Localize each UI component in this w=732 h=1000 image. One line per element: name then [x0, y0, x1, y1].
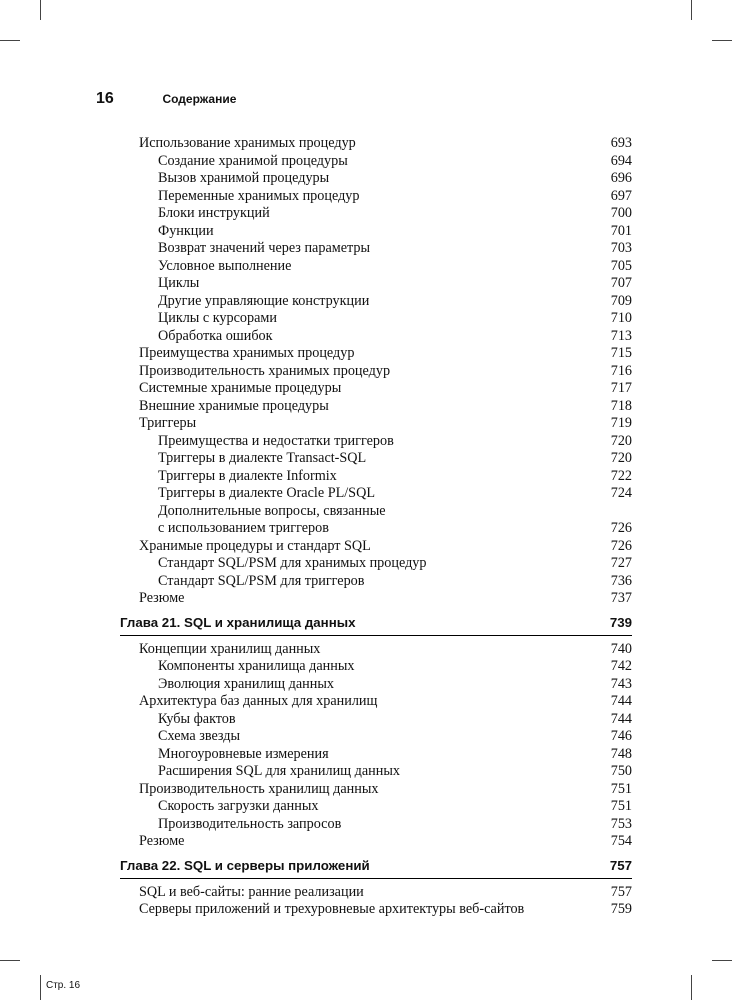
toc-entry-title: Внешние хранимые процедуры [139, 397, 329, 414]
toc-entry [0, 433, 732, 451]
toc-entry-title: Дополнительные вопросы, связанные [158, 502, 386, 519]
toc-entry-page: 709 [610, 292, 632, 309]
toc-entry-page: 713 [610, 327, 632, 344]
toc-entry [0, 711, 732, 729]
page-header [96, 90, 236, 108]
toc-entry-page: 759 [610, 901, 632, 917]
toc-entry-title: Эволюция хранилищ данных [158, 675, 334, 692]
toc-entry-page: 715 [610, 345, 632, 361]
toc-entry [0, 485, 732, 503]
toc-entry [0, 763, 732, 781]
toc-entry-page: 757 [610, 883, 632, 900]
toc-entry-title: Вызов хранимой процедуры [158, 170, 330, 186]
toc-entry-title: Циклы с курсорами [158, 310, 277, 326]
toc-entry-title: Создание хранимой процедуры [158, 152, 348, 169]
toc-entry-title: Блоки инструкций [158, 205, 270, 221]
toc-entry [0, 658, 732, 676]
toc-entry [0, 816, 732, 834]
toc-entry-page: 718 [610, 397, 632, 414]
toc-entry [0, 240, 732, 258]
toc-entry [0, 503, 732, 521]
toc-entry-title: Преимущества хранимых процедур [139, 345, 355, 361]
toc-entry-title: Циклы [158, 275, 200, 291]
toc-entry-page: 746 [610, 728, 632, 744]
toc-entry-page: 727 [610, 555, 632, 571]
toc-entry-title: Резюме [139, 590, 185, 606]
toc-entry-title: Другие управляющие конструкции [158, 292, 370, 309]
crop-mark [40, 0, 41, 20]
toc-entry-page: 724 [610, 485, 632, 501]
toc-entry-title: Триггеры [139, 415, 197, 431]
toc-entry-page: 701 [610, 222, 632, 239]
toc-entry-page: 750 [610, 763, 632, 779]
toc-entry-page: 719 [610, 415, 632, 431]
toc-entry-page: 707 [610, 275, 632, 291]
page-number: 16 [96, 90, 114, 107]
toc-entry-page: 736 [610, 572, 632, 589]
toc-entry [0, 450, 732, 468]
toc-entry-title: Серверы приложений и трехуровневые архитектуры веб-сайтов [139, 901, 525, 917]
toc-entry-title: Хранимые процедуры и стандарт SQL [139, 537, 371, 554]
toc-entry-page: 744 [610, 693, 632, 709]
toc-entry [0, 798, 732, 816]
crop-mark [691, 0, 692, 20]
crop-mark [712, 960, 732, 961]
crop-mark [0, 960, 20, 961]
toc-entry-title: с использованием триггеров [158, 520, 329, 536]
toc-entry-page: 753 [610, 815, 632, 832]
toc-entry [0, 468, 732, 486]
toc-chapter-entry [120, 854, 632, 879]
toc-entry-title: Многоуровневые измерения [158, 745, 329, 762]
toc-entry [0, 573, 732, 591]
toc-entry-title: Условное выполнение [158, 257, 292, 274]
toc-entry [0, 293, 732, 311]
toc-entry-page: 720 [610, 450, 632, 466]
toc-entry [0, 170, 732, 188]
toc-entry-title: Архитектура баз данных для хранилищ [139, 693, 378, 709]
toc-entry [0, 590, 732, 608]
toc-entry [0, 398, 732, 416]
toc-entry-page: 737 [610, 590, 632, 606]
toc-entry [0, 153, 732, 171]
toc-entry [0, 555, 732, 573]
toc-entry-title: Схема звезды [158, 728, 241, 744]
toc-entry-title: Скорость загрузки данных [158, 798, 319, 814]
toc-entry [0, 884, 732, 902]
toc-entry-page: 754 [610, 833, 632, 849]
toc-entry [0, 781, 732, 799]
toc-entry-page: 694 [610, 152, 632, 169]
toc-entry [0, 901, 732, 919]
toc-entry-page: 748 [610, 745, 632, 762]
toc-entry [0, 345, 732, 363]
toc-entry-page: 693 [610, 135, 632, 151]
running-title: Содержание [162, 92, 237, 106]
toc-entry-title: Использование хранимых процедур [139, 135, 356, 151]
toc-entry [0, 676, 732, 694]
toc-entry-title: SQL и веб-сайты: ранние реализации [139, 883, 364, 900]
toc-entry [0, 135, 732, 153]
toc-entry [0, 328, 732, 346]
toc-entry-title: Преимущества и недостатки триггеров [158, 432, 394, 449]
toc-entry [0, 693, 732, 711]
toc-entry-title: Расширения SQL для хранилищ данных [158, 763, 400, 779]
toc-entry-page: 703 [610, 240, 632, 256]
toc-entry-title: Обработка ошибок [158, 327, 273, 344]
toc-entry-title: Возврат значений через параметры [158, 240, 371, 256]
toc-entry-title: Переменные хранимых процедур [158, 187, 360, 204]
toc-entry-title: Производительность хранимых процедур [139, 362, 391, 379]
toc-entry-title: Концепции хранилищ данных [139, 640, 321, 657]
toc-entry-title: Стандарт SQL/PSM для хранимых процедур [158, 555, 427, 571]
crop-mark [691, 975, 692, 1000]
toc-entry [0, 205, 732, 223]
toc-entry-title: Системные хранимые процедуры [139, 380, 342, 396]
toc-entry [0, 380, 732, 398]
footer-page-label: Стр. 16 [46, 980, 81, 991]
toc-entry-title: Триггеры в диалекте Oracle PL/SQL [158, 485, 375, 501]
toc-entry [0, 641, 732, 659]
toc-entry-page: 726 [610, 520, 632, 536]
toc-entry-page: 700 [610, 205, 632, 221]
toc-entry [0, 275, 732, 293]
toc-entry [0, 310, 732, 328]
toc-entry-page: 751 [610, 798, 632, 814]
toc-entry-title: Производительность запросов [158, 815, 342, 832]
toc-entry-page: 744 [610, 710, 632, 727]
crop-mark [712, 40, 732, 41]
toc-entry-page: 757 [609, 857, 632, 873]
toc-entry [0, 363, 732, 381]
toc-entry-page: 751 [610, 780, 632, 797]
toc-entry [0, 728, 732, 746]
toc-entry-page: 705 [610, 257, 632, 274]
toc-entry-page: 696 [610, 170, 632, 186]
toc-entry-page: 697 [610, 187, 632, 204]
toc-entry-page: 726 [610, 537, 632, 554]
toc-entry-page: 716 [610, 362, 632, 379]
toc-entry-title: Функции [158, 222, 214, 239]
toc-entry [0, 538, 732, 556]
toc-entry [0, 223, 732, 241]
toc-entry-title: Триггеры в диалекте Transact-SQL [158, 450, 367, 466]
toc-entry [0, 258, 732, 276]
toc-chapter-entry [120, 611, 632, 636]
toc-entry-title: Кубы фактов [158, 710, 236, 727]
toc-entry [0, 746, 732, 764]
toc-entry-title: Триггеры в диалекте Informix [158, 467, 337, 484]
toc-entry-title: Глава 21. SQL и хранилища данных [120, 614, 356, 630]
toc-entry-page: 717 [610, 380, 632, 396]
toc-entry-page: 742 [610, 658, 632, 674]
crop-mark [0, 40, 20, 41]
table-of-contents [0, 135, 732, 919]
toc-entry-page: 740 [610, 640, 632, 657]
toc-entry-title: Стандарт SQL/PSM для триггеров [158, 572, 365, 589]
toc-entry [0, 520, 732, 538]
toc-entry-title: Производительность хранилищ данных [139, 780, 379, 797]
toc-entry-page: 743 [610, 675, 632, 692]
toc-entry-page: 710 [610, 310, 632, 326]
toc-entry-page: 720 [610, 432, 632, 449]
toc-entry [0, 833, 732, 851]
toc-entry-page: 722 [610, 467, 632, 484]
toc-entry [0, 415, 732, 433]
crop-mark [40, 975, 41, 1000]
toc-entry-title: Компоненты хранилища данных [158, 658, 355, 674]
toc-entry-page: 739 [609, 614, 632, 630]
toc-entry-title: Глава 22. SQL и серверы приложений [120, 857, 370, 873]
toc-entry [0, 188, 732, 206]
toc-entry-title: Резюме [139, 833, 185, 849]
